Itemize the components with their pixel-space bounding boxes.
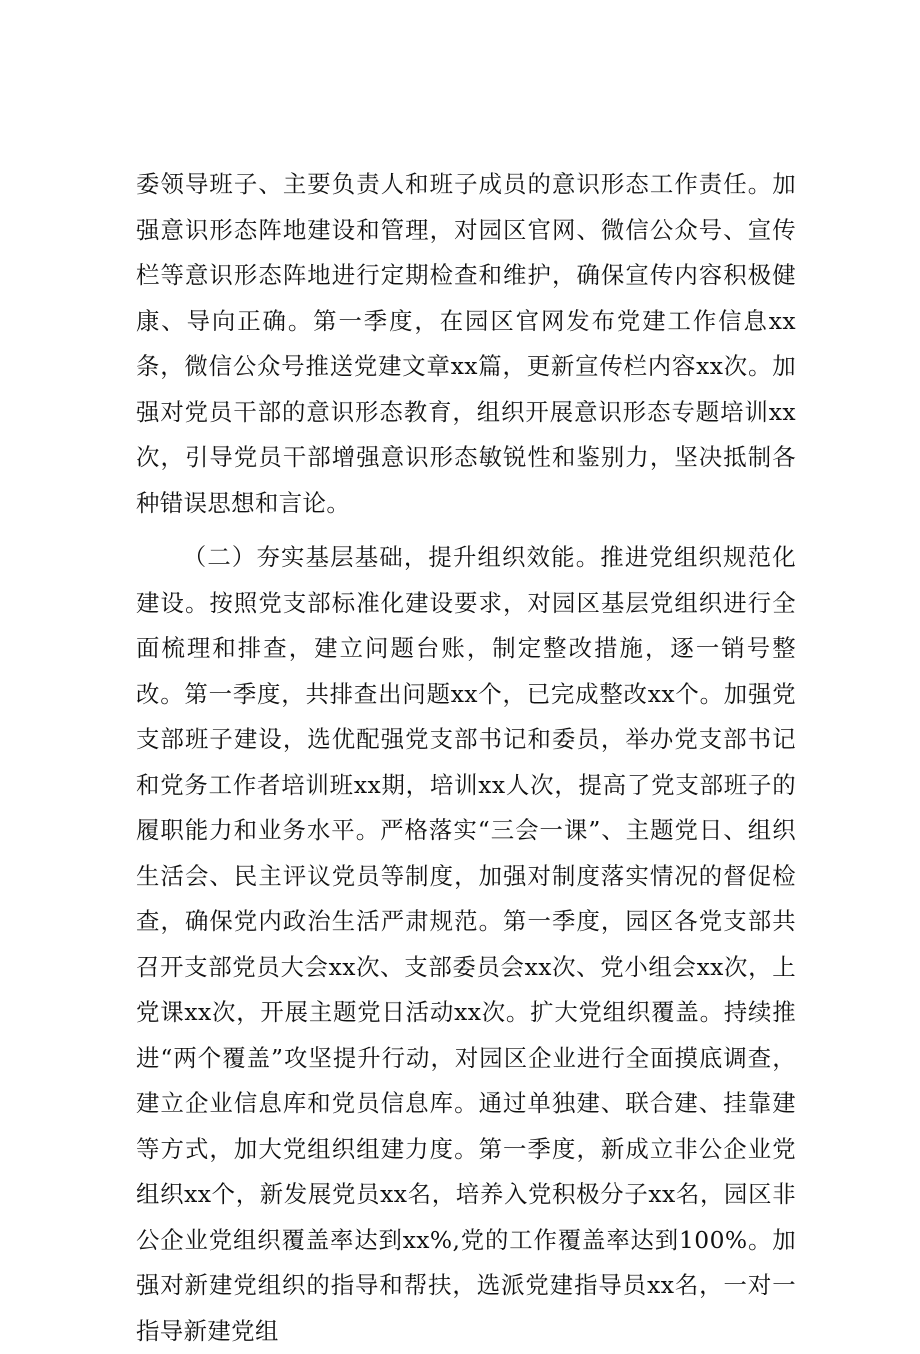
paragraph-ideology-responsibility: 委领导班子、主要负责人和班子成员的意识形态工作责任。加强意识形态阵地建设和管理，对园区官网、微信公众号、宣传栏等意识形态阵地进行定期检查和维护，确保宣传内容积极健康、导向正确。第一季度，在园区官网发布党建工作信息xx条，微信公众号推送党建文章xx篇，更新宣传栏内容xx次。加强对党员干部的意识形态教育，组织开展意识形态专题培训xx次，引导党员干部增强意识形态敏锐性和鉴别力，坚决抵制各种错误思想和言论。 [136,170,796,517]
document-body [136,162,796,1354]
paragraph-grassroots-foundation: （二）夯实基层基础，提升组织效能。推进党组织规范化建设。按照党支部标准化建设要求，对园区基层党组织进行全面梳理和排查，建立问题台账，制定整改措施，逐一销号整改。第一季度，共排查出问题xx个，已完成整改xx个。加强党支部班子建设，选优配强党支部书记和委员，举办党支部书记和党务工作者培训班xx期，培训xx人次，提高了党支部班子的履职能力和业务水平。严格落实“三会一课”、主题党日、组织生活会、民主评议党员等制度，加强对制度落实情况的督促检查，确保党内政治生活严肃规范。第一季度，园区各党支部共召开支部党员大会xx次、支部委员会xx次、党小组会xx次，上党课xx次，开展主题党日活动xx次。扩大党组织覆盖。持续推进“两个覆盖”攻坚提升行动，对园区企业进行全面摸底调查，建立企业信息库和党员信息库。通过单独建、联合建、挂靠建等方式，加大党组织组建力度。第一季度，新成立非公企业党组织xx个，新发展党员xx名，培养入党积极分子xx名，园区非公企业党组织覆盖率达到xx%,党的工作覆盖率达到100%。加强对新建党组织的指导和帮扶，选派党建指导员xx名，一对一指导新建党组 [136,543,796,1345]
